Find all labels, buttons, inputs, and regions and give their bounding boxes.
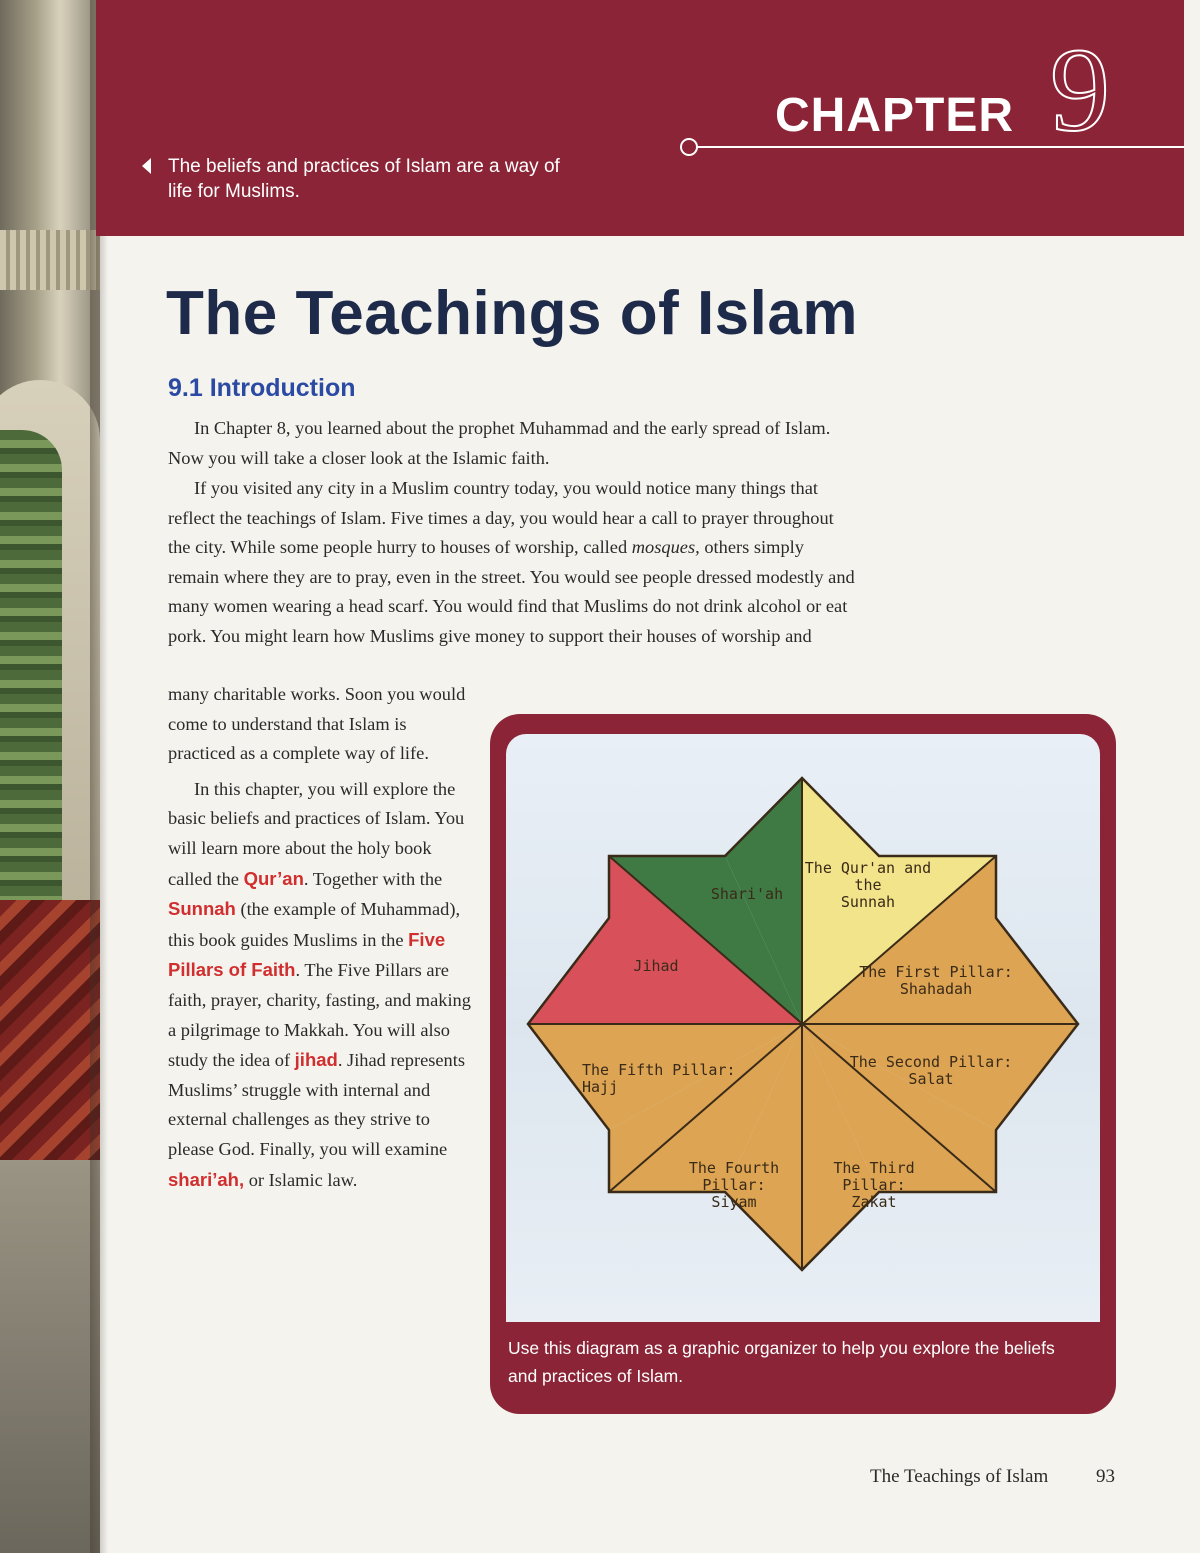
label-fifth-pillar: The Fifth Pillar: Hajj bbox=[582, 1061, 736, 1096]
section-heading: 9.1 Introduction bbox=[168, 374, 356, 402]
chapter-label: CHAPTER bbox=[775, 89, 1015, 142]
page-number: 93 bbox=[1096, 1466, 1115, 1487]
star-diagram bbox=[506, 734, 1100, 1322]
chapter-number: 9 bbox=[1050, 23, 1110, 156]
paragraph-2-continued: many charitable works. Soon you would come to understand that Islam is practiced as a complete way of life. bbox=[168, 684, 466, 764]
photo-floor bbox=[0, 1160, 100, 1553]
paragraph-2-text: If you visited any city in a Muslim country today, you would notice many things that reflect the teachings of Islam. Five times a day, you would hear a call to prayer throughout the city. While some people hurry to houses of worship, called bbox=[168, 478, 834, 558]
star-diagram-svg bbox=[506, 734, 1100, 1322]
term-shariah: shari’ah, bbox=[168, 1168, 245, 1190]
term-jihad: jihad bbox=[294, 1049, 338, 1071]
tagline-arrow-icon bbox=[142, 158, 151, 174]
label-quran-sunnah: The Qur'an and the Sunnah bbox=[804, 859, 932, 911]
paragraph-2-tail: others simply remain where they are to pray, even in the street. You would see people dressed modestly and many women wearing a head scarf. You would find that Muslims do not drink alcohol or eat pork. You might learn how Muslims give money to support their houses of worship and bbox=[168, 537, 855, 646]
term-mosques: mosques, bbox=[631, 537, 700, 558]
header-rule bbox=[696, 146, 1184, 148]
p3-part5: . Jihad represents Muslims’ struggle with internal and external challenges as they strive to please God. Finally, you will examine bbox=[168, 1050, 466, 1159]
intro-paragraph-1: In Chapter 8, you learned about the prophet Muhammad and the early spread of Islam. Now you will take a closer look at the Islamic faith. bbox=[168, 418, 831, 468]
label-fourth-pillar: The Fourth Pillar: Siyam bbox=[688, 1159, 780, 1211]
intro-paragraph-3 bbox=[168, 775, 473, 1195]
term-sunnah: Sunnah bbox=[168, 898, 236, 920]
page-title: The Teachings of Islam bbox=[166, 279, 859, 348]
running-footer-title: The Teachings of Islam bbox=[870, 1466, 1049, 1487]
chapter-tagline: The beliefs and practices of Islam are a way of life for Muslims. bbox=[168, 156, 560, 202]
label-shariah: Shari'ah bbox=[710, 885, 784, 903]
term-quran: Qur’an bbox=[243, 867, 304, 889]
chapter-photo bbox=[0, 0, 100, 1553]
label-first-pillar: The First Pillar: Shahadah bbox=[859, 963, 1013, 998]
photo-frieze bbox=[0, 230, 100, 290]
label-third-pillar: The Third Pillar: Zakat bbox=[833, 1159, 915, 1211]
label-second-pillar: The Second Pillar: Salat bbox=[849, 1053, 1013, 1088]
p3-part4: . The Five Pillars are faith, prayer, charity, fasting, and making a pilgrimage to Makkah. You will also study the idea of bbox=[168, 960, 471, 1071]
diagram-caption: Use this diagram as a graphic organizer to help you explore the beliefs and practices of Islam. bbox=[508, 1338, 1055, 1386]
p3-part3: (the example of Muhammad), this book guides Muslims in the bbox=[168, 899, 461, 950]
photo-rug bbox=[0, 900, 100, 1160]
p3-part1: In this chapter, you will explore the basic beliefs and practices of Islam. You will learn more about the holy book called the bbox=[168, 778, 465, 889]
term-five-pillars: Five Pillars of Faith bbox=[168, 928, 446, 981]
star-division-lines bbox=[528, 778, 1078, 1270]
p3-part2: . Together with the bbox=[303, 868, 443, 889]
label-jihad: Jihad bbox=[633, 957, 679, 975]
p3-part6: or Islamic law. bbox=[248, 1169, 358, 1190]
intro-paragraph-2 bbox=[168, 474, 858, 652]
intro-narrow-column bbox=[168, 680, 473, 1201]
photo-window bbox=[0, 430, 62, 910]
